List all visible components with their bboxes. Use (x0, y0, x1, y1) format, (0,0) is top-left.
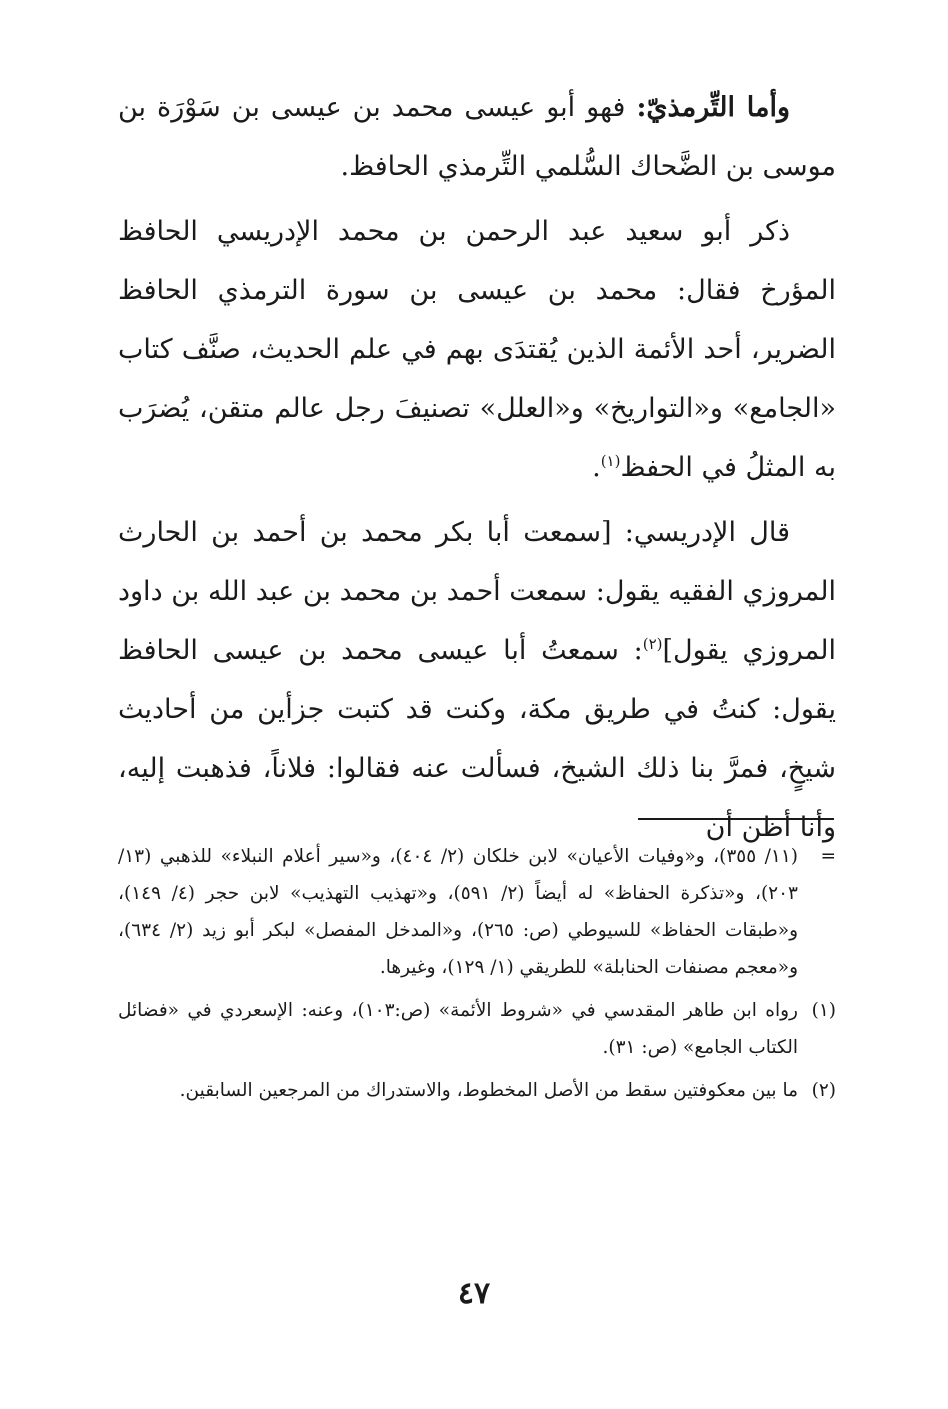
paragraph-end: . (592, 452, 601, 483)
footnote-mark: (٢) (811, 1080, 836, 1101)
footnote-mark: = (820, 846, 836, 867)
footnote-reference-1[interactable]: (١) (600, 452, 621, 470)
paragraph-text: قال الإدريسي: [سمعت أبا بكر محمد بن أحمد بن الحارث المروزي الفقيه يقول: سمعت أحمد بن محمد بن عبد الله بن داود المروزي يقول] (118, 517, 836, 666)
paragraph-narration (118, 503, 836, 857)
footnote-separator (638, 818, 834, 820)
paragraph-text: فهو أبو عيسى محمد بن عيسى بن سَوْرَة بن موسى بن الضَّحاك السُّلمي التِّرمذي الحافظ. (118, 92, 836, 182)
footnote-text: رواه ابن طاهر المقدسي في «شروط الأئمة» (ص:١٠٣)، وعنه: الإسعردي في «فضائل الكتاب الجامع» (ص: ٣١). (118, 1000, 798, 1058)
paragraph-text-continued: : سمعتُ أبا عيسى محمد بن عيسى الحافظ يقول: كنتُ في طريق مكة، وكنت قد كتبت جزأين من أحاديث شيخٍ، فمرَّ بنا ذلك الشيخ، فسألت عنه فقالوا: فلاناً، فذهبت إليه، وأنا أظن أن (118, 635, 836, 843)
main-text (118, 78, 836, 857)
footnote-2 (118, 1072, 836, 1109)
footnotes (118, 838, 836, 1115)
footnote-reference-2[interactable]: (٢) (642, 635, 663, 653)
paragraph-idrisi-quote (118, 202, 836, 497)
page-number: ٤٧ (457, 1276, 491, 1311)
paragraph-tirmidhi-intro (118, 78, 836, 196)
footnote-continuation (118, 838, 836, 986)
paragraph-text: ذكر أبو سعيد عبد الرحمن بن محمد الإدريسي الحافظ المؤرخ فقال: محمد بن عيسى بن سورة الترمذي الحافظ الضرير، أحد الأئمة الذين يُقتدَى بهم في علم الحديث، صنَّف كتاب «الجامع» و«التواريخ» و«العلل» تصنيفَ رجل عالم متقن، يُضرَب به المثلُ في الحفظ (118, 216, 836, 483)
footnote-text: (١١/ ٣٥٥)، و«وفيات الأعيان» لابن خلكان (٢/ ٤٠٤)، و«سير أعلام النبلاء» للذهبي (١٣/ ٢٠٣)، و«تذكرة الحفاظ» له أيضاً (٢/ ٥٩١)، و«تهذيب التهذيب» لابن حجر (٤/ ١٤٩)، و«طبقات الحفاظ» للسيوطي (ص: ٢٦٥)، و«المدخل المفصل» لبكر أبو زيد (٢/ ٦٣٤)، و«معجم مصنفات الحنابلة» للطريقي (١/ ١٢٩)، وغيرها. (118, 846, 799, 978)
footnote-1 (118, 992, 836, 1066)
paragraph-lead-heading: وأما التِّرمذيّ: (636, 92, 790, 123)
footnote-text: ما بين معكوفتين سقط من الأصل المخطوط، والاستدراك من المرجعين السابقين. (179, 1080, 798, 1101)
footnote-mark: (١) (811, 1000, 836, 1021)
